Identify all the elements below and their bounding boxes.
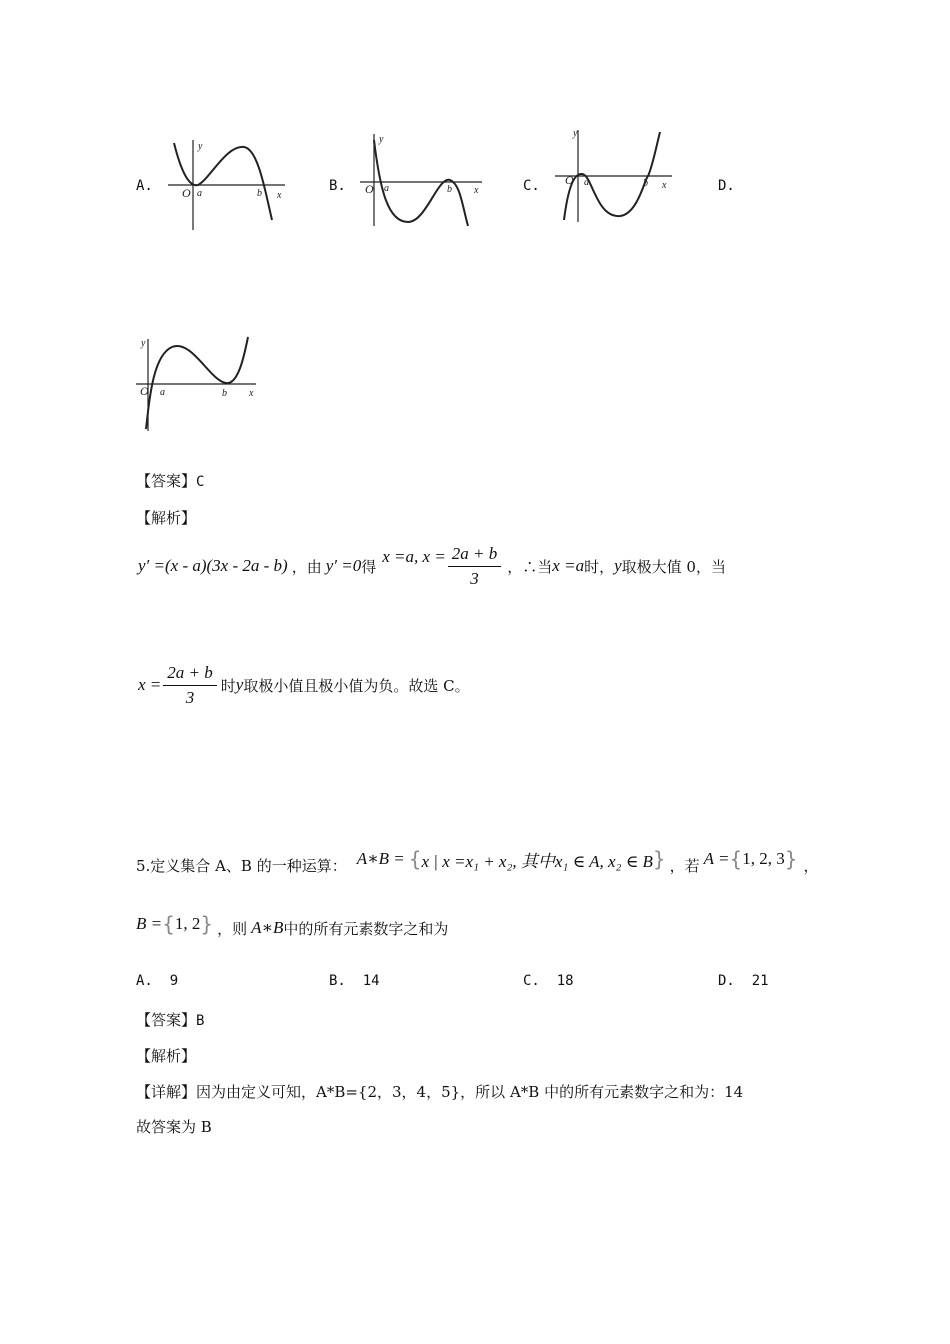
opt-label: C.: [523, 973, 540, 989]
x-label: x: [277, 190, 282, 201]
opt-label: A.: [136, 973, 153, 989]
x-eq: x =: [138, 675, 162, 694]
answer-tag: 【答案】: [136, 1011, 197, 1029]
a-label: a: [384, 183, 389, 194]
text-dang: ，∴当: [507, 557, 553, 576]
x-label: x: [662, 180, 667, 191]
frac-den: 3: [185, 687, 195, 707]
frac-num: 2a + b: [448, 544, 501, 567]
text-shi: 时，: [584, 557, 615, 576]
x-label: x: [249, 388, 254, 399]
q5-option-c: [523, 973, 574, 989]
graph-a-svg: [160, 135, 290, 235]
brace-open: {: [162, 912, 175, 936]
b-label: b: [643, 178, 648, 189]
y-label: y: [379, 134, 384, 145]
brace-open: {: [729, 847, 743, 871]
brace-close: }: [784, 847, 798, 871]
b-label: b: [447, 184, 452, 195]
q5-option-b: [329, 973, 380, 989]
q5-stem-prefix: 5.定义集合 A、B 的一种运算：: [136, 856, 347, 875]
q5-detail: 【详解】因为由定义可知，A*B={2，3，4，5}，所以 A*B 中的所有元素数字之和为：14: [136, 1083, 744, 1101]
q5-answer: [136, 1009, 204, 1030]
graph-option-d: [132, 333, 262, 433]
frac-root-2: [163, 663, 216, 708]
opt-label: D.: [718, 973, 735, 989]
q4-answer: [136, 470, 204, 491]
origin-label: O: [365, 182, 374, 196]
a-label: a: [197, 188, 202, 199]
derivative: y′ =(x - a)(3x - 2a - b): [138, 556, 288, 575]
brace-open: {: [408, 847, 422, 871]
y-label: y: [573, 128, 578, 139]
q4-analysis-line1: [138, 541, 726, 591]
opt-value: 18: [556, 973, 574, 989]
b-set-left: B =: [136, 914, 163, 933]
opt-label: B.: [329, 973, 346, 989]
graph-d-svg: [132, 333, 262, 433]
a-label: a: [160, 387, 165, 398]
answer-value: B: [196, 1013, 205, 1029]
x-eq-a: x =a: [552, 556, 585, 575]
graph-c-svg: [550, 128, 680, 228]
y-var: y: [235, 675, 244, 694]
y-label: y: [198, 141, 203, 152]
frac-root: [448, 544, 501, 589]
op: A∗B: [251, 918, 284, 937]
graph-option-b: [352, 130, 487, 230]
curve-d: [146, 337, 248, 429]
brace-close: }: [652, 847, 666, 871]
q4-analysis-tag: 【解析】: [136, 509, 197, 527]
curve-a: [174, 143, 272, 220]
opt-value: 21: [751, 973, 769, 989]
def-inner: x | x =x₁ + x₂, 其中x₁ ∈ A, x₂ ∈ B: [421, 851, 653, 871]
y-label: y: [141, 338, 146, 349]
graph-b-svg: [352, 130, 487, 230]
text-de: 得: [361, 557, 377, 576]
b-set: 1, 2: [174, 914, 201, 933]
comma: ，: [803, 856, 819, 875]
text-tail: 中的所有元素数字之和为: [283, 919, 449, 938]
origin-label: O: [565, 173, 574, 187]
brace-close: }: [200, 912, 214, 936]
def-left: A∗B =: [356, 849, 405, 868]
text-min: 取极小值且极小值为负。故选 C。: [243, 676, 470, 695]
roots: x =a, x =: [382, 547, 446, 566]
text-if: ，若: [669, 856, 700, 875]
a-set-left: A =: [703, 849, 730, 868]
answer-value: C: [196, 474, 205, 490]
q5-analysis-tag: 【解析】: [136, 1047, 197, 1065]
q5-conclusion: 故答案为 B: [136, 1118, 212, 1136]
b-label: b: [257, 188, 262, 199]
q5-option-a: [136, 973, 178, 989]
frac-den: 3: [470, 568, 479, 588]
text-you: ，由: [291, 557, 322, 576]
q5-option-d: [718, 973, 769, 989]
graph-option-a: [160, 135, 290, 235]
y-var: y: [614, 556, 622, 575]
origin-label: O: [182, 186, 191, 200]
b-label: b: [222, 388, 227, 399]
text-max: 取极大值 0，当: [621, 557, 726, 576]
q5-stem-line2: [136, 908, 448, 948]
a-label: a: [584, 177, 589, 188]
option-a-label: A.: [136, 178, 153, 194]
origin-label: O: [140, 384, 149, 398]
opt-value: 14: [362, 973, 380, 989]
frac-num: 2a + b: [163, 663, 216, 686]
option-c-label: C.: [523, 178, 540, 194]
option-b-label: B.: [329, 178, 346, 194]
opt-value: 9: [169, 973, 179, 989]
y-prime-zero: y′ =0: [325, 556, 362, 575]
text-then: ，则: [217, 919, 248, 938]
graph-option-c: [550, 128, 680, 228]
answer-tag: 【答案】: [136, 472, 197, 490]
a-set: 1, 2, 3: [742, 849, 785, 868]
q4-analysis-line2: [138, 660, 470, 710]
option-d-label: D.: [718, 178, 735, 194]
q5-stem-line1: [136, 845, 818, 885]
x-label: x: [474, 185, 479, 196]
text-shi: 时: [220, 676, 236, 695]
